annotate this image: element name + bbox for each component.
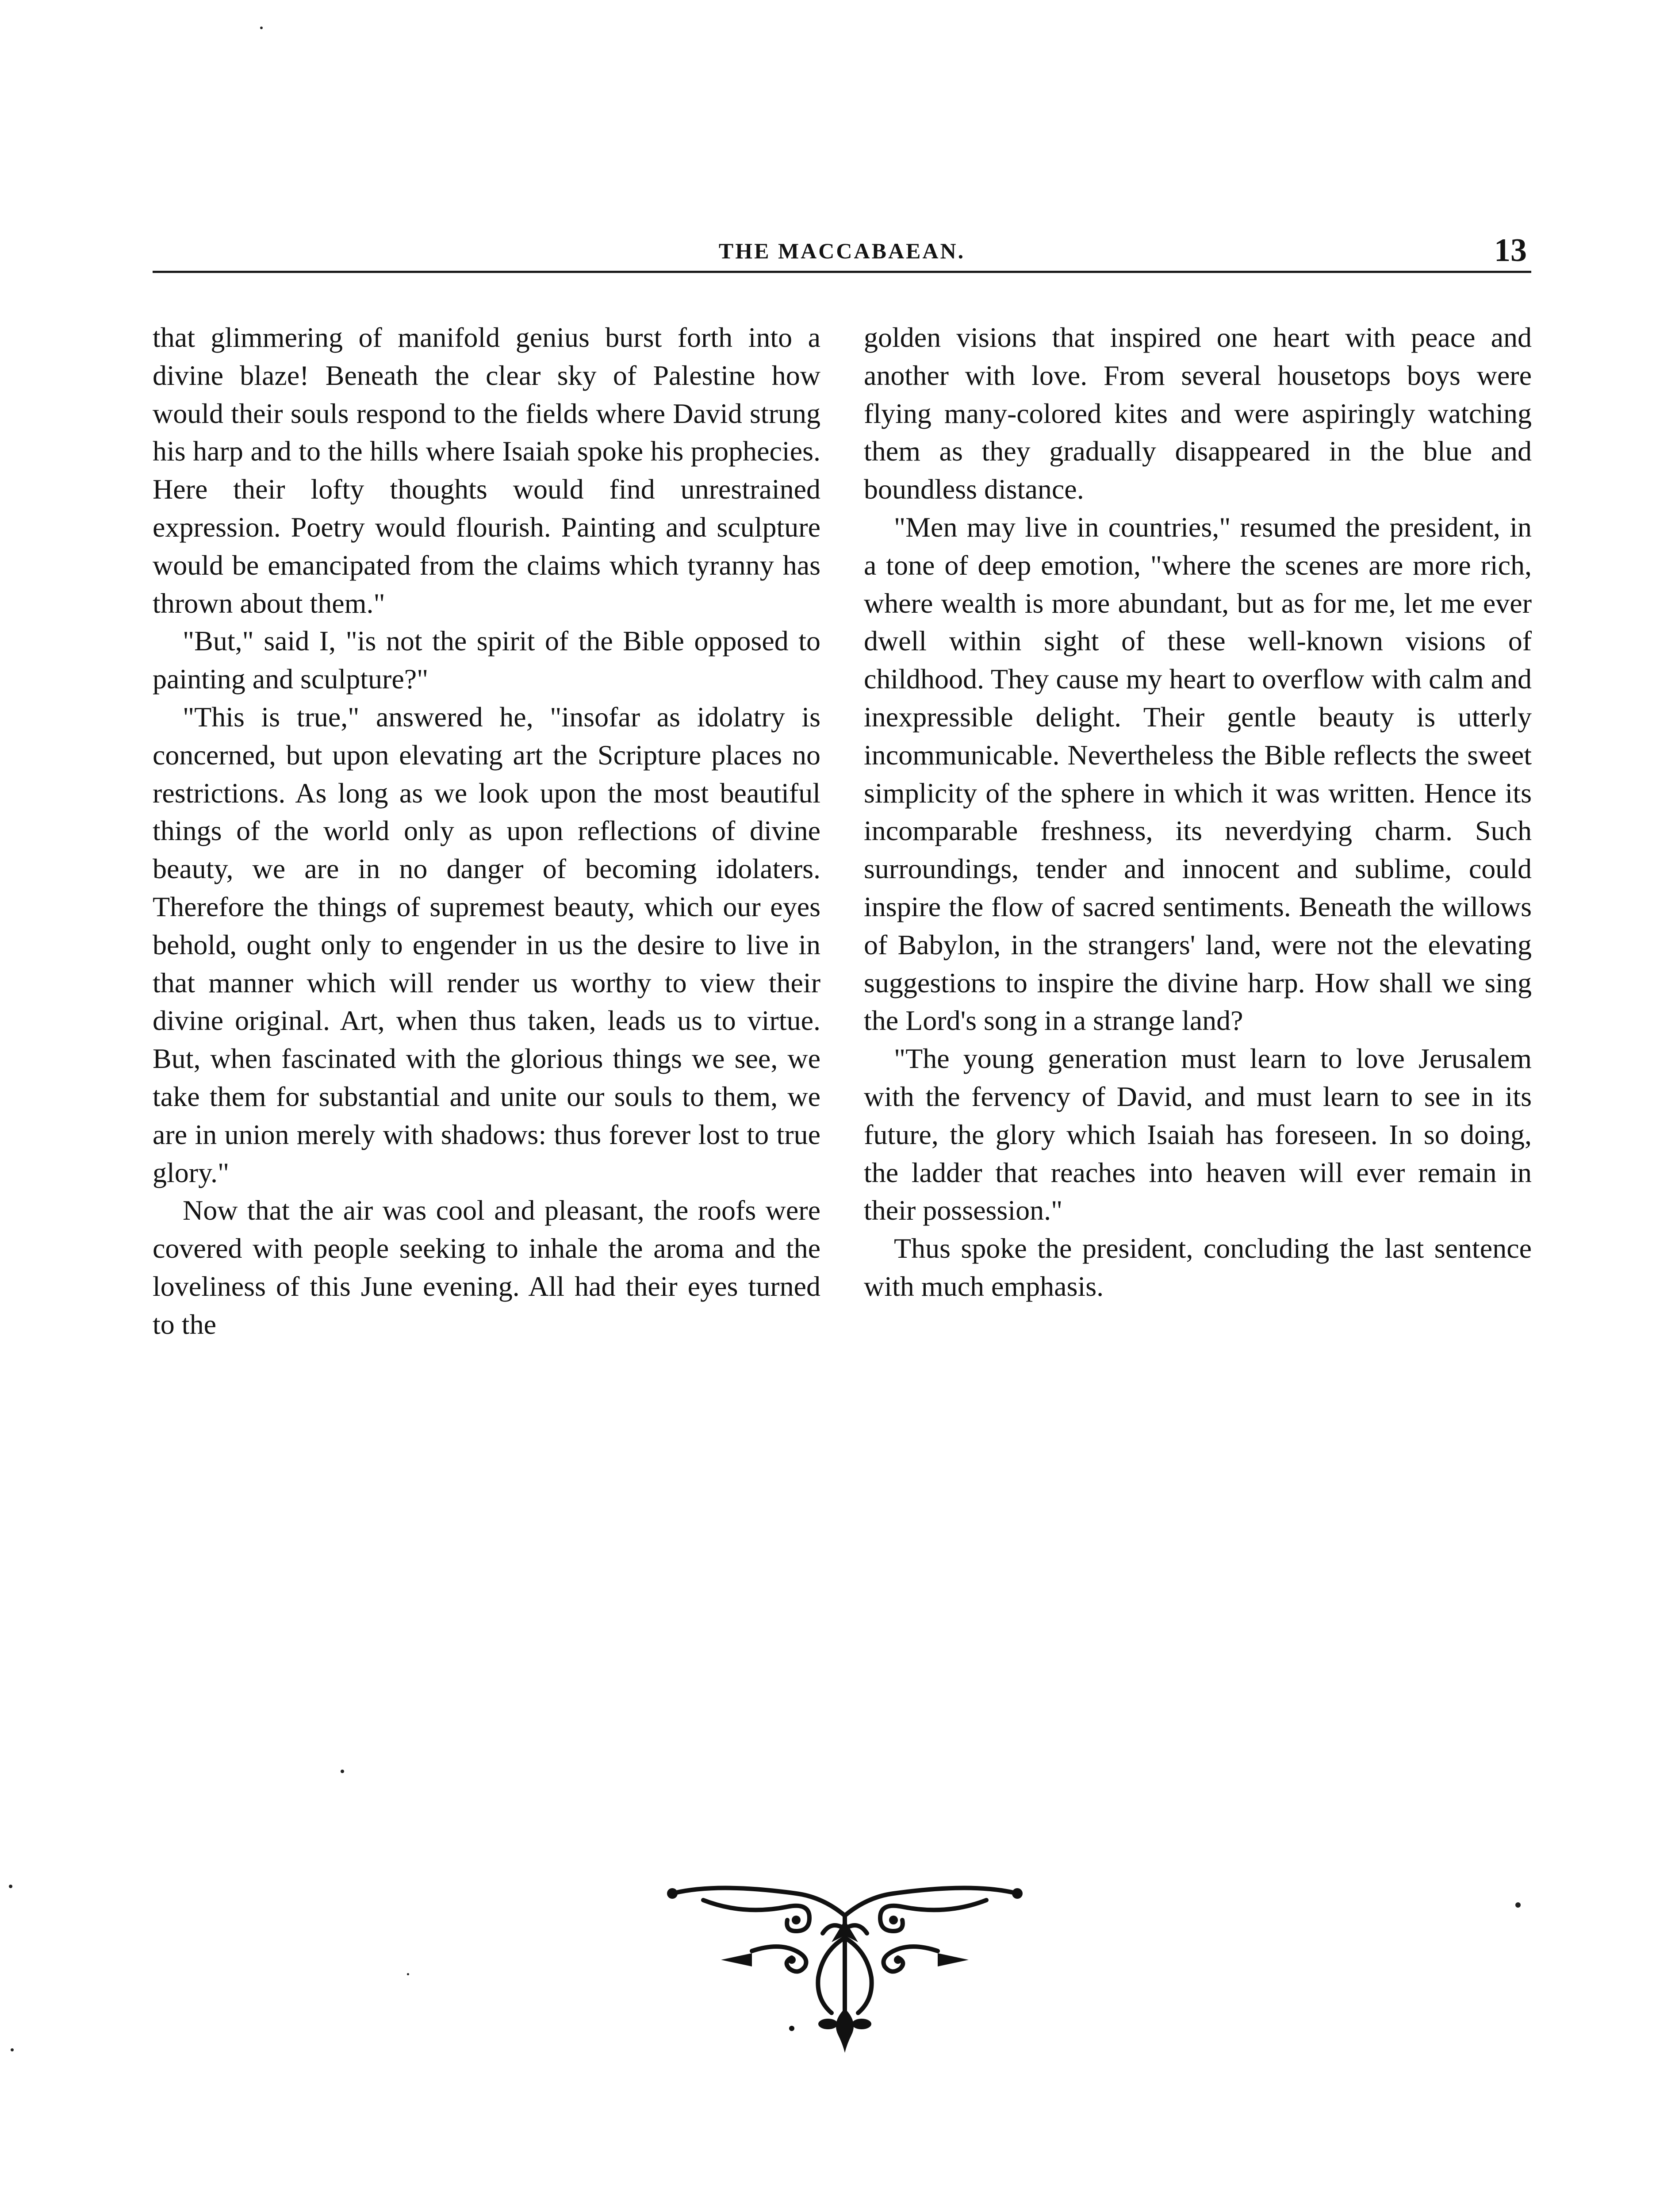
scan-speck (9, 1885, 12, 1888)
paragraph: Thus spoke the president, concluding the last sentence with much emphasis. (864, 1233, 1532, 1302)
scan-speck (1515, 1902, 1521, 1908)
scan-speck (260, 27, 263, 29)
scroll-vignette-icon (663, 1876, 1026, 2062)
scan-speck (341, 1770, 344, 1773)
paragraph: golden visions that inspired one heart with peace and another with love. From several housetops boys were flying many-colored kites and were aspiringly watching them as they gradually disappeared in the blue and boundless distance. (864, 322, 1532, 505)
left-column (153, 319, 820, 1344)
right-column (864, 319, 1532, 1306)
journal-title: THE MACCABAEAN. (718, 238, 966, 263)
paragraph: "The young generation must learn to love Jerusalem with the fervency of David, and must learn to see in its future, the glory which Isaiah has foreseen. In so doing, the ladder that reaches into heaven will ever remain in their possession." (864, 1043, 1532, 1226)
paragraph: that glimmering of manifold genius burst forth into a divine blaze! Beneath the clear sky of Palestine how would their souls respond to the fields where David strung his harp and to the hills where Isaiah spoke his prophecies. Here their lofty thoughts would find unrestrained expression. Poetry would flourish. Painting and sculpture would be emancipated from the claims which tyranny has thrown about them." (153, 322, 820, 619)
page-number: 13 (1494, 232, 1527, 269)
scan-speck (11, 2048, 14, 2051)
paragraph: "Men may live in countries," resumed the president, in a tone of deep emotion, "where the scenes are more rich, where wealth is more abundant, but as for me, let me ever dwell within sight of these well-known visions of childhood. They cause my heart to overflow with calm and inexpressible delight. Their gentle beauty is utterly incommunicable. Nevertheless the Bible reflects the sweet simplicity of the sphere in which it was written. Hence its incomparable freshness, its neverdying charm. Such surroundings, tender and innocent and sublime, could inspire the flow of sacred sentiments. Beneath the willows of Babylon, in the strangers' land, were not the elevating suggestions to inspire the divine harp. How shall we sing the Lord's song in a strange land? (864, 511, 1532, 1037)
scan-speck (407, 1973, 409, 1975)
paragraph: "But," said I, "is not the spirit of the Bible opposed to painting and sculpture?" (153, 625, 820, 695)
running-head (153, 234, 1531, 273)
paragraph: Now that the air was cool and pleasant, the roofs were covered with people seeking to inhale the aroma and the loveliness of this June evening. All had their eyes turned to the (153, 1194, 820, 1340)
paragraph: "This is true," answered he, "insofar as idolatry is concerned, but upon elevating art the Scripture places no restrictions. As long as we look upon the most beautiful things of the world only as upon reflections of divine beauty, we are in no danger of becoming idolaters. Therefore the things of supremest beauty, which our eyes behold, ought only to engender in us the desire to live in that manner which will render us worthy to view their divine original. Art, when thus taken, leads us to virtue. But, when fascinated with the glorious things we see, we take them for substantial and unite our souls to them, we are in union merely with shadows: thus forever lost to true glory." (153, 701, 820, 1188)
